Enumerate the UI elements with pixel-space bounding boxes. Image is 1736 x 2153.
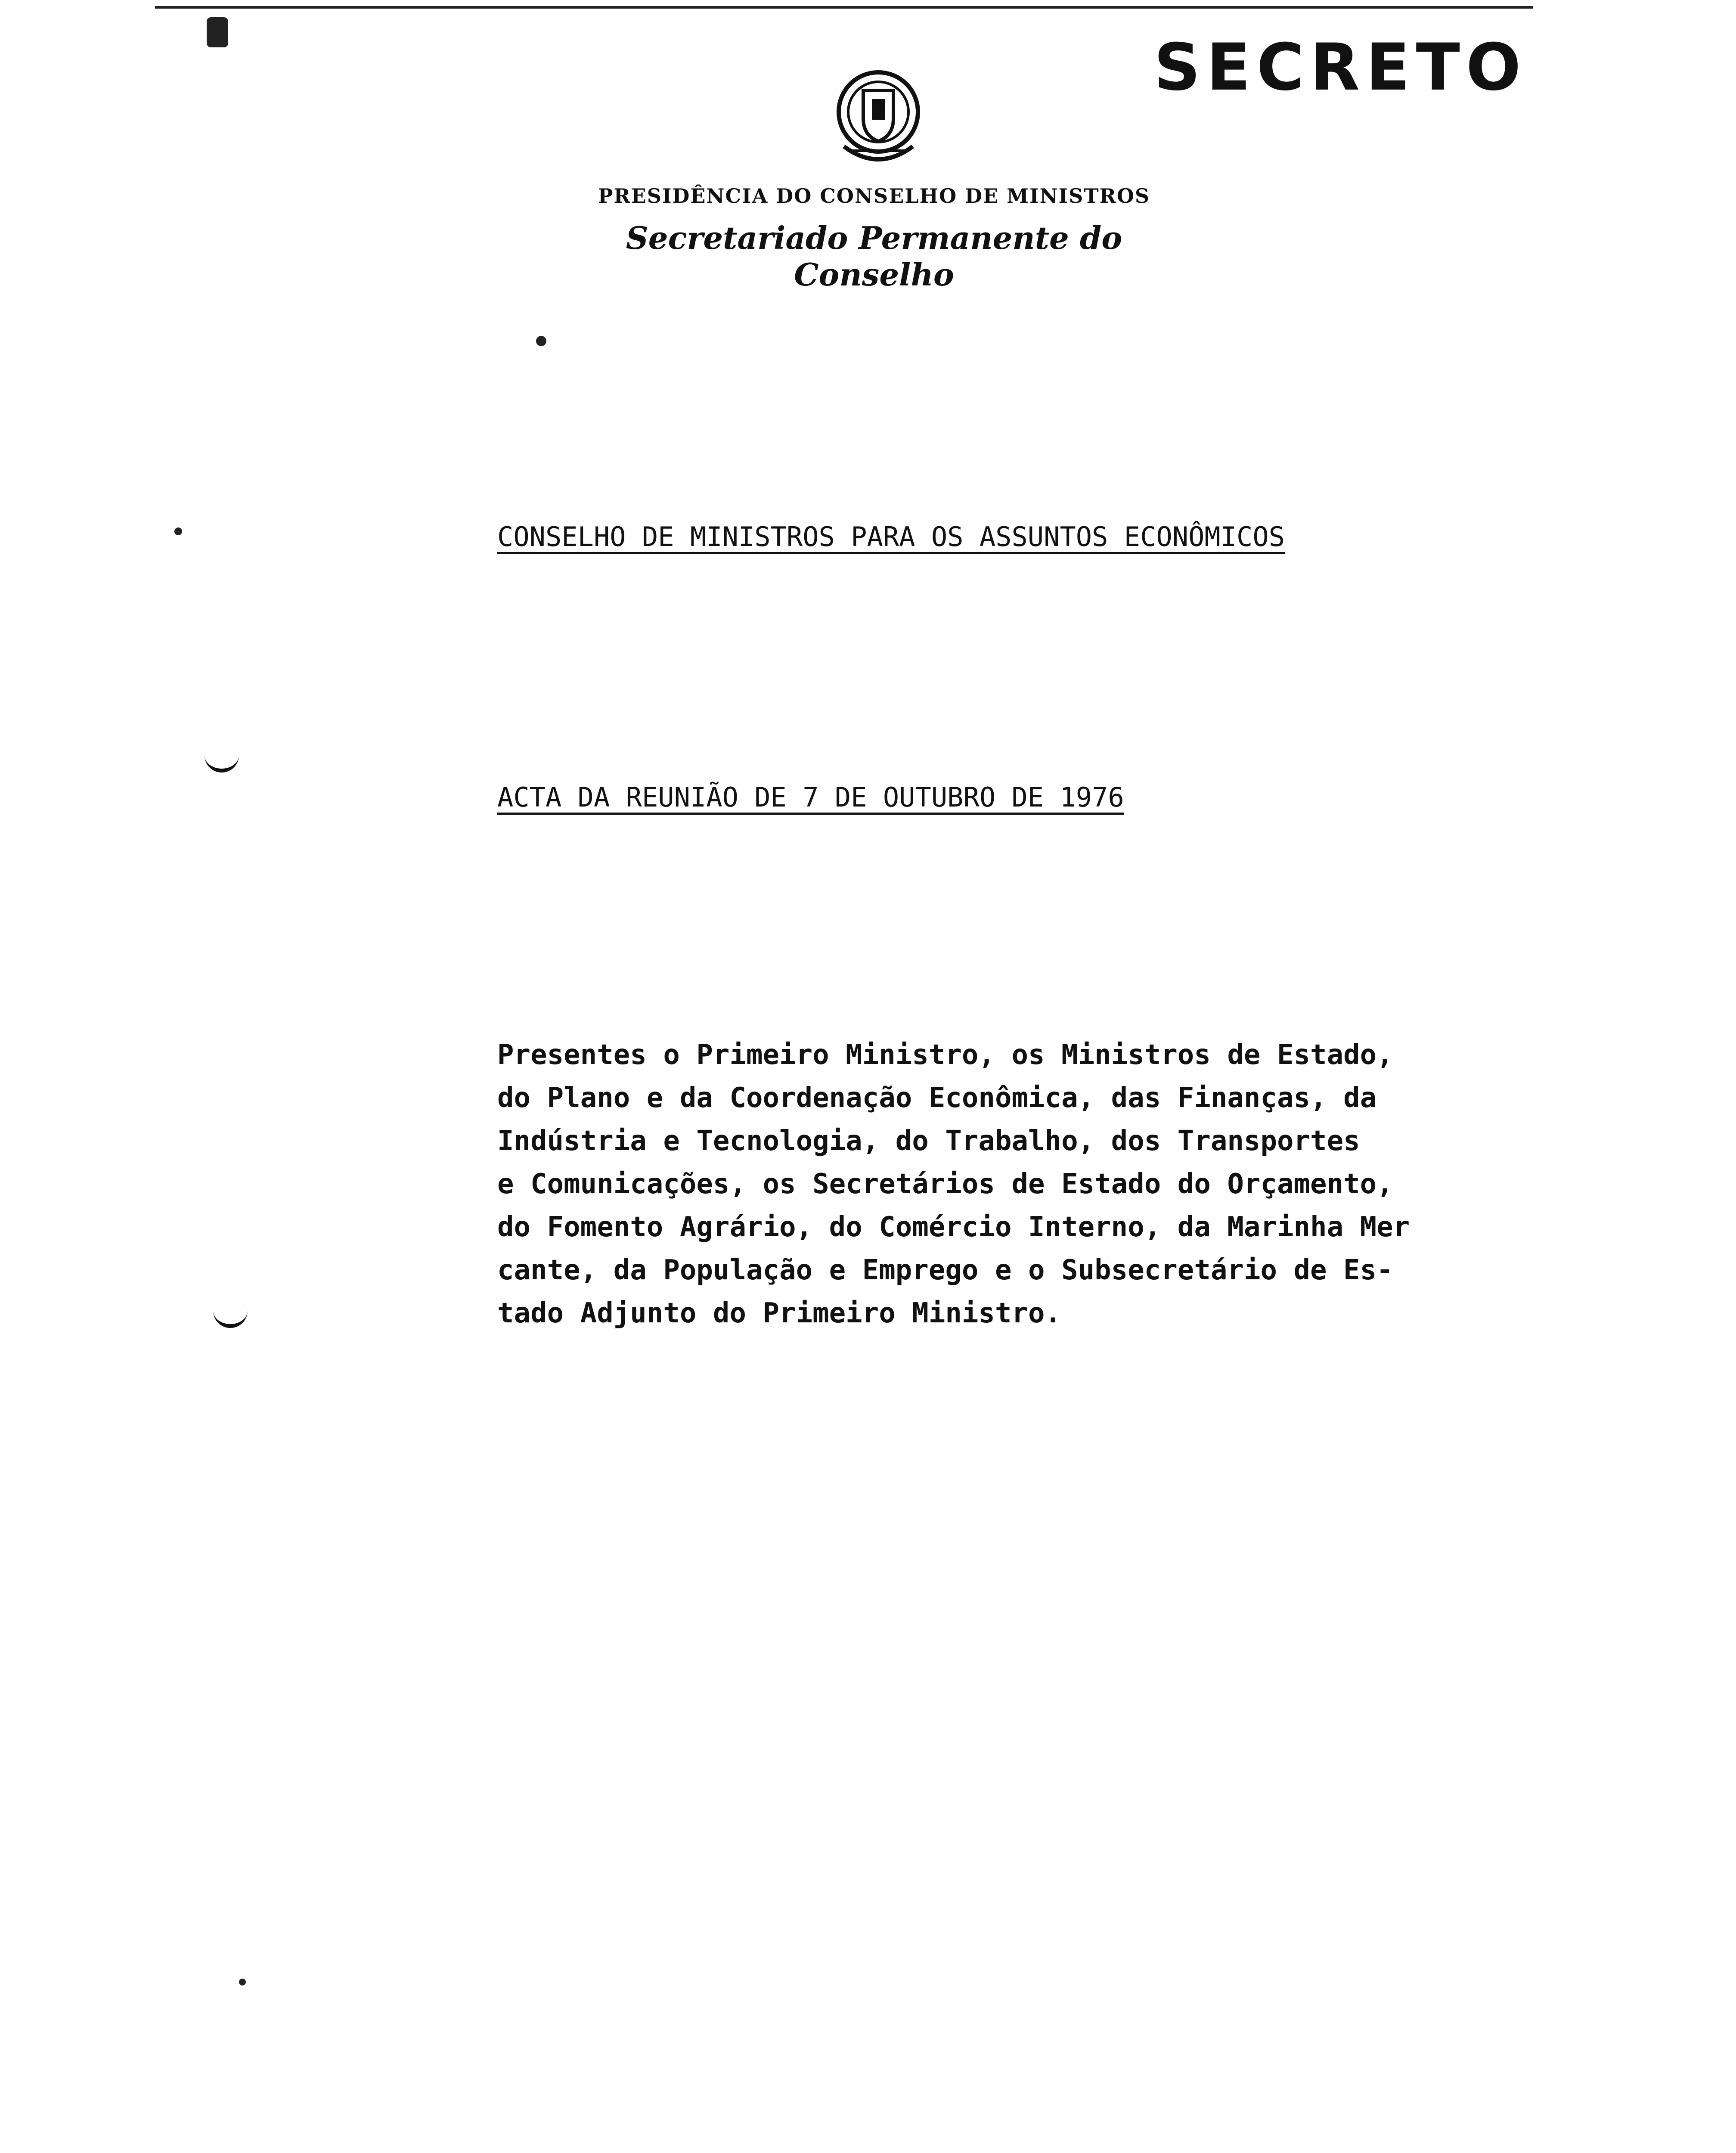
classification-stamp: SECRETO [1154, 30, 1527, 105]
office-subtitle: Secretariado Permanente do Conselho [626, 220, 1122, 293]
portuguese-coat-of-arms-icon [827, 65, 930, 177]
top-rule [155, 6, 1533, 9]
attendance-line: do Plano e da Coordenação Econômica, das Finanças, da [497, 1082, 1377, 1114]
attendance-line: Presentes o Primeiro Ministro, os Ministros de Estado, [497, 1039, 1393, 1071]
scan-speck [207, 17, 228, 47]
attendance-line: do Fomento Agrário, do Comércio Interno, da Marinha Mer [497, 1211, 1410, 1243]
attendance-line: e Comunicações, os Secretários de Estado do Orçamento, [497, 1168, 1393, 1200]
office-name: PRESIDÊNCIA DO CONSELHO DE MINISTROS [598, 184, 1150, 208]
scan-speck [174, 527, 182, 535]
attendance-line: Indústria e Tecnologia, do Trabalho, dos Transportes [497, 1125, 1360, 1157]
scan-speck [239, 1979, 246, 1985]
attendance-line: tado Adjunto do Primeiro Ministro. [497, 1297, 1062, 1329]
margin-tick-mark [213, 1307, 248, 1328]
margin-tick-mark [205, 751, 239, 772]
minutes-heading: ACTA DA REUNIÃO DE 7 DE OUTUBRO DE 1976 [497, 782, 1124, 813]
attendance-paragraph [497, 1033, 1466, 1335]
attendance-line: cante, da População e Emprego e o Subsecretário de Es- [497, 1254, 1393, 1286]
council-heading: CONSELHO DE MINISTROS PARA OS ASSUNTOS ECONÔMICOS [497, 521, 1285, 552]
scan-speck [536, 336, 546, 346]
